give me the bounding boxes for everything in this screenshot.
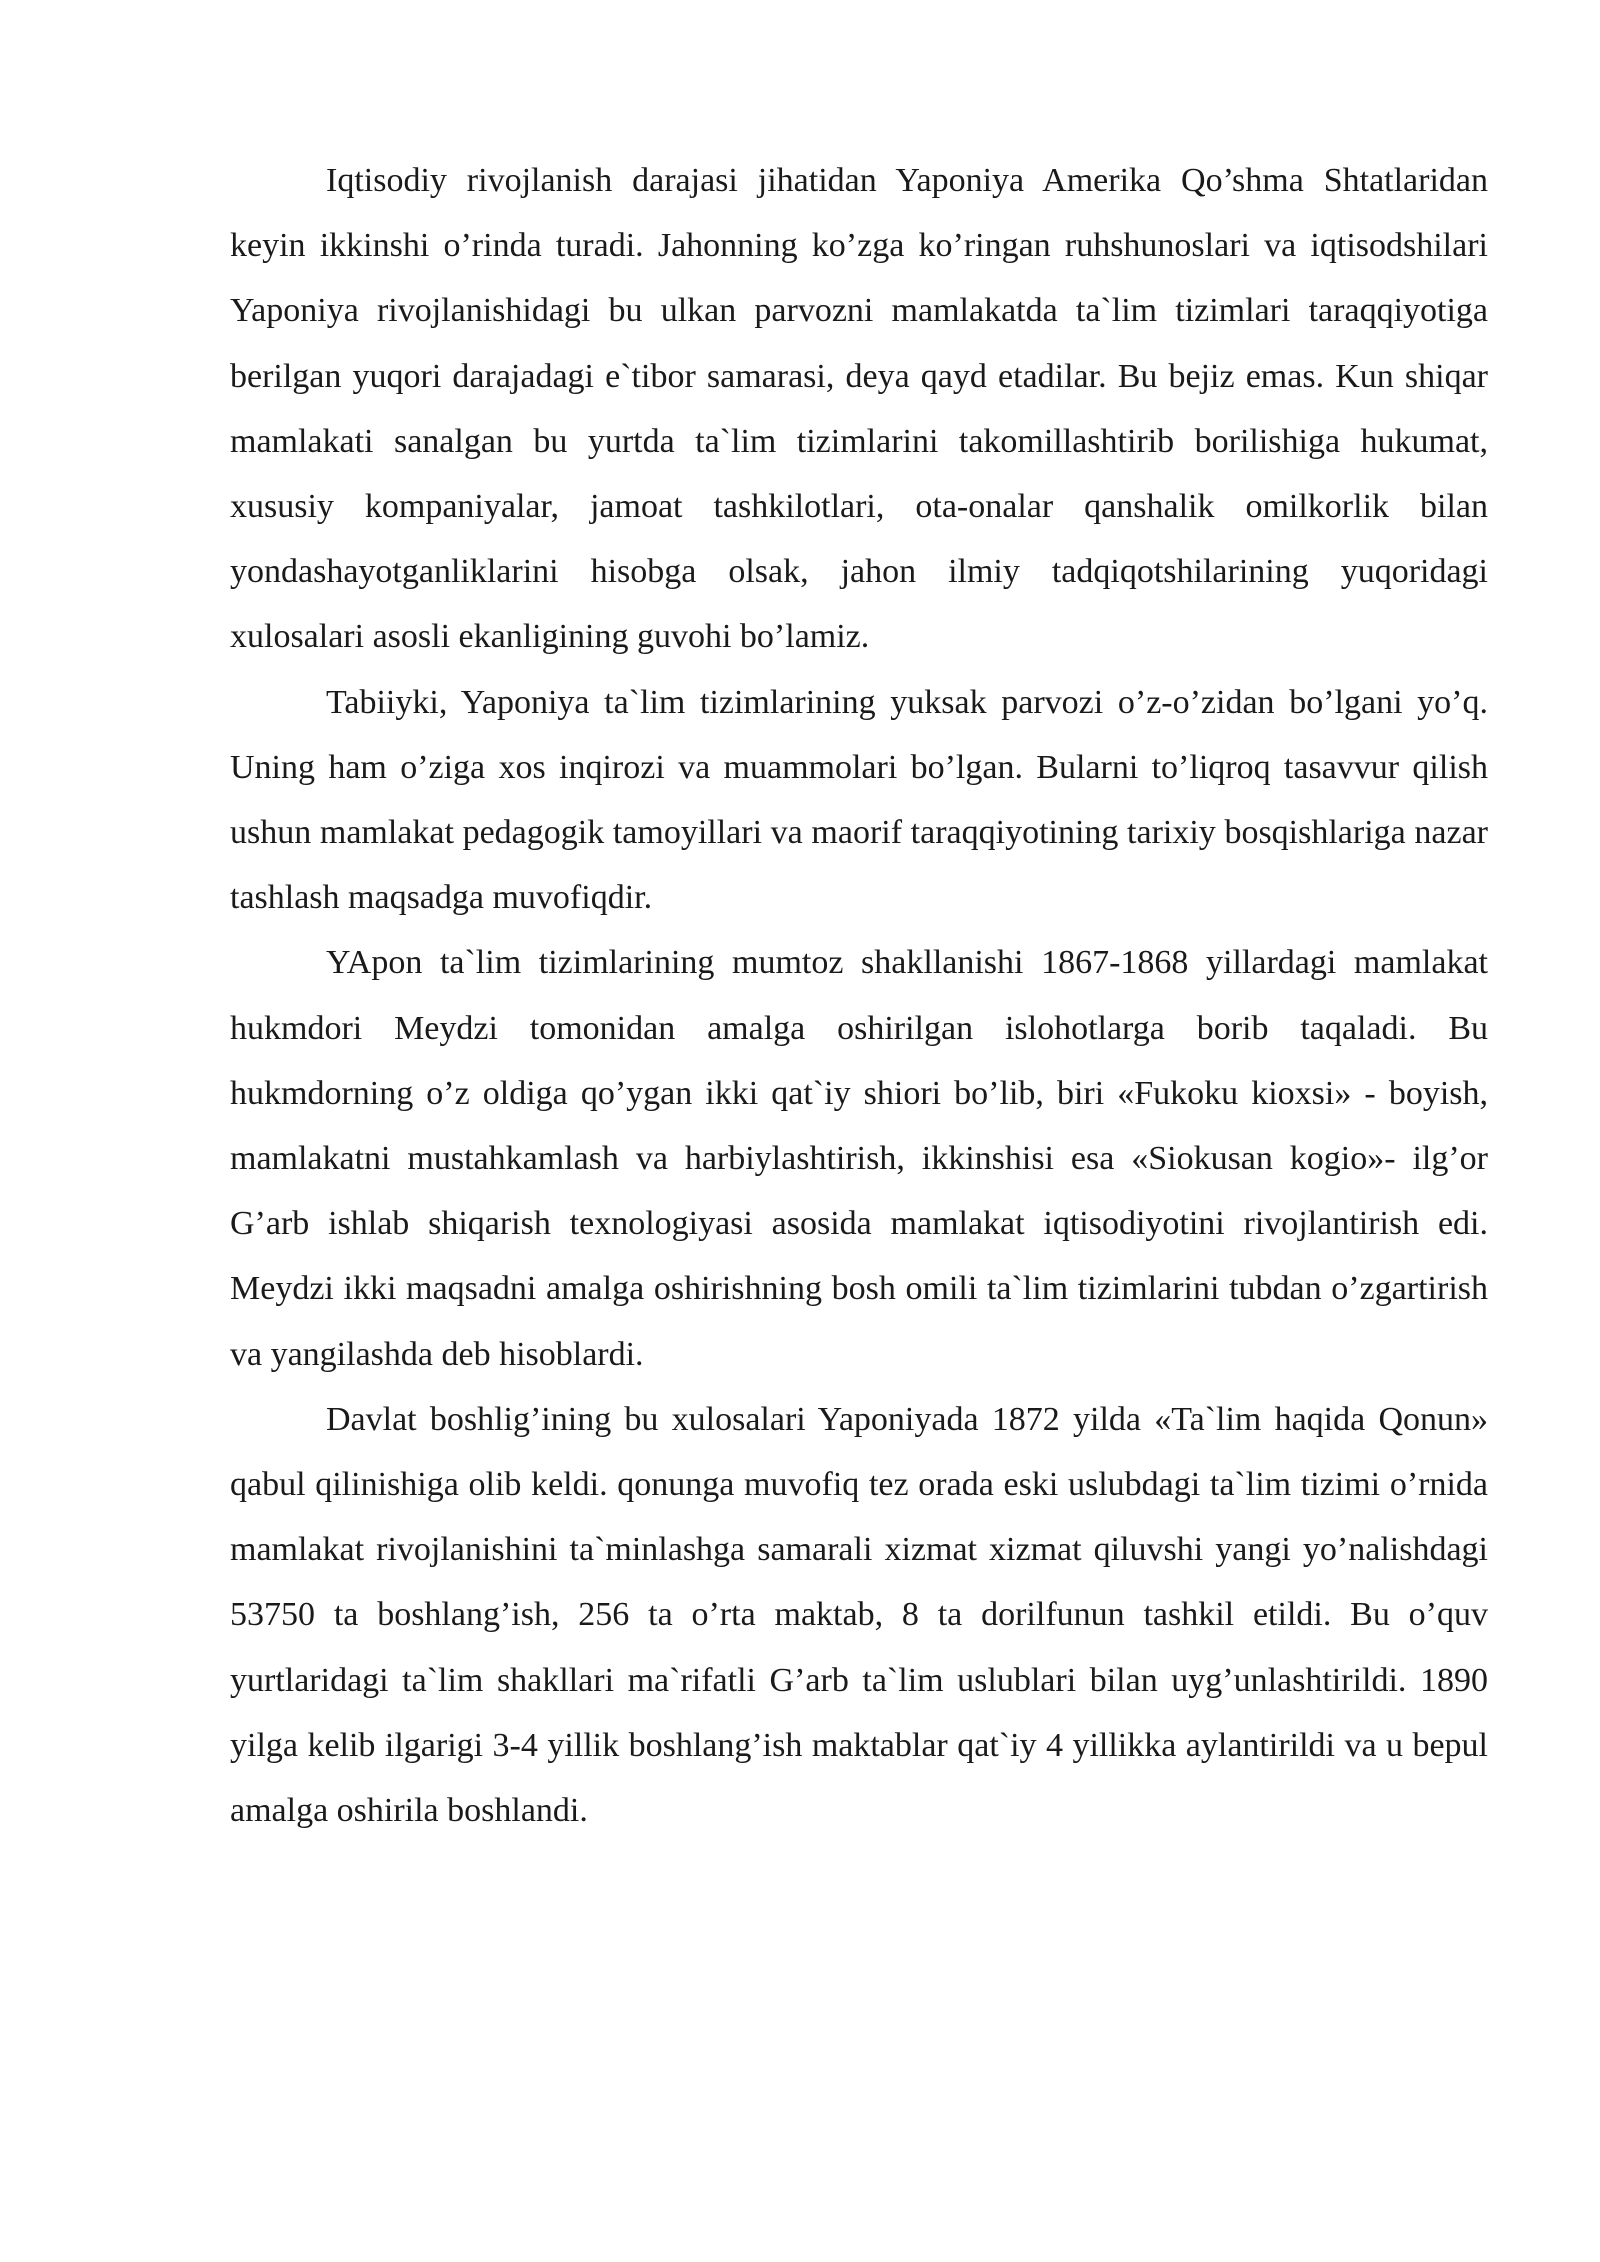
paragraph-4: Davlat boshlig’ining bu xulosalari Yaponiyada 1872 yilda «Ta`lim haqida Qonun» qabul qilinishiga olib keldi. qonunga muvofiq tez orada eski uslubdagi ta`lim tizimi o’rnida mamlakat rivojlanishini ta`minlashga samarali xizmat xizmat qiluvshi yangi yo’nalishdagi 53750 ta boshlang’ish, 256 ta o’rta maktab, 8 ta dorilfunun tashkil etildi. Bu o’quv yurtlaridagi ta`lim shakllari ma`rifatli G’arb ta`lim uslublari bilan uyg’unlashtirildi. 1890 yilga kelib ilgarigi 3-4 yillik boshlang’ish maktablar qat`iy 4 yillikka aylantirildi va u bepul amalga oshirila boshlandi. <box>230 1400 1488 1830</box>
paragraph-1: Iqtisodiy rivojlanish darajasi jihatidan Yaponiya Amerika Qo’shma Shtatlaridan keyin ikkinshi o’rinda turadi. Jahonning ko’zga ko’ringan ruhshunoslari va iqtisodshilari Yaponiya rivojlanishidagi bu ulkan parvozni mamlakatda ta`lim tizimlari taraqqiyotiga berilgan yuqori darajadagi e`tibor samarasi, deya qayd etadilar. Bu bejiz emas. Kun shiqar mamlakati sanalgan bu yurtda ta`lim tizimlarini takomillashtirib borilishiga hukumat, xususiy kompaniyalar, jamoat tashkilotlari, ota-onalar qanshalik omilkorlik bilan yondashayotganliklarini hisobga olsak, jahon ilmiy tadqiqotshilarining yuqoridagi xulosalari asosli ekanligining guvohi bo’lamiz. <box>230 162 1488 656</box>
document-body <box>230 148 1488 1843</box>
paragraph-2: Tabiiyki, Yaponiya ta`lim tizimlarining yuksak parvozi o’z-o’zidan bo’lgani yo’q. Uning ham o’ziga xos inqirozi va muammolari bo’lgan. Bularni to’liqroq tasavvur qilish ushun mamlakat pedagogik tamoyillari va maorif taraqqiyotining tarixiy bosqishlariga nazar tashlash maqsadga muvofiqdir. <box>230 683 1488 917</box>
paragraph-3: YApon ta`lim tizimlarining mumtoz shakllanishi 1867-1868 yillardagi mamlakat hukmdori Meydzi tomonidan amalga oshirilgan islohotlarga borib taqaladi. Bu hukmdorning o’z oldiga qo’ygan ikki qat`iy shiori bo’lib, biri «Fukoku kioxsi» - boyish, mamlakatni mustahkamlash va harbiylashtirish, ikkinshisi esa «Siokusan kogio»- ilg’or G’arb ishlab shiqarish texnologiyasi asosida mamlakat iqtisodiyotini rivojlantirish edi. Meydzi ikki maqsadni amalga oshirishning bosh omili ta`lim tizimlarini tubdan o’zgartirish va yangilashda deb hisoblardi. <box>230 944 1488 1373</box>
